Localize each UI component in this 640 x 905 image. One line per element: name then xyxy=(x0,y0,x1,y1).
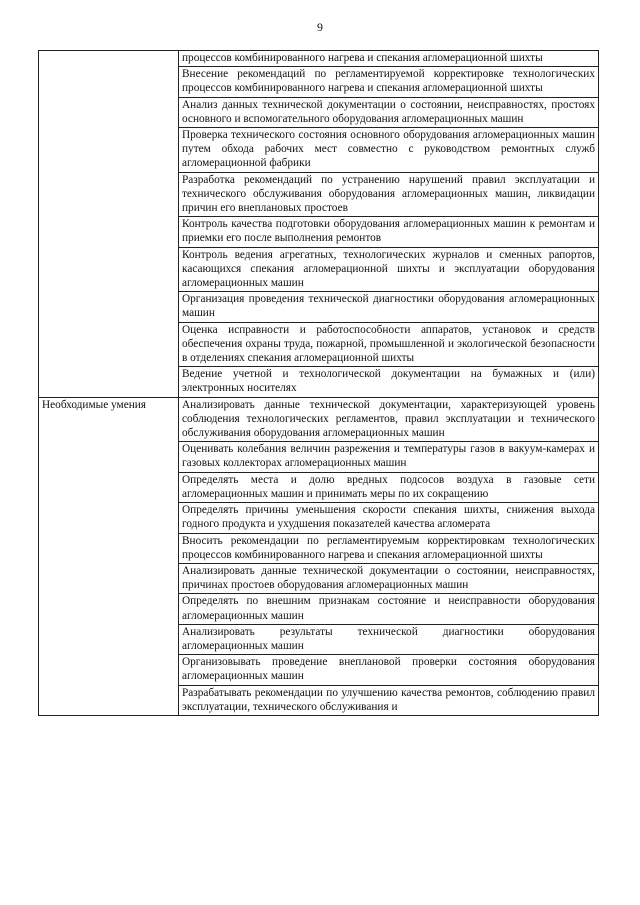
skill-cell: Анализировать данные технической документации о состоянии, неисправностях, причинах простоев оборудования агломерационных машин xyxy=(179,563,599,593)
action-cell: Проверка технического состояния основного оборудования агломерационных машин путем обхода рабочих мест совместно с руководством ремонтных служб агломерационной фабрики xyxy=(179,128,599,173)
skill-cell: Определять причины уменьшения скорости спекания шихты, снижения выхода годного продукта и ухудшения показателей качества агломерата xyxy=(179,503,599,533)
competency-table xyxy=(38,50,599,716)
action-cell: Контроль качества подготовки оборудования агломерационных машин к ремонтам и приемки его после выполнения ремонтов xyxy=(179,217,599,247)
action-cell: Контроль ведения агрегатных, технологических журналов и сменных рапортов, касающихся спекания агломерационной шихты и эксплуатации оборудования агломерационных машин xyxy=(179,247,599,292)
action-cell: Ведение учетной и технологической документации на бумажных и (или) электронных носителях xyxy=(179,367,599,397)
action-cell: Оценка исправности и работоспособности аппаратов, установок и средств обеспечения охраны труда, пожарной, промышленной и экологической безопасности в отделениях спекания агломерационной шихты xyxy=(179,322,599,367)
skill-cell: Определять места и долю вредных подсосов воздуха в газовые сети агломерационных машин и принимать меры по их сокращению xyxy=(179,472,599,502)
skill-cell: Организовывать проведение внеплановой проверки состояния оборудования агломерационных машин xyxy=(179,655,599,685)
skill-cell: Анализировать результаты технической диагностики оборудования агломерационных машин xyxy=(179,624,599,654)
page-number: 9 xyxy=(317,20,323,34)
label-cell-empty xyxy=(39,51,179,398)
action-cell: Разработка рекомендаций по устранению нарушений правил эксплуатации и технического обслуживания оборудования агломерационных машин, ликвидации причин его внеплановых простоев xyxy=(179,172,599,217)
action-cell: процессов комбинированного нагрева и спекания агломерационной шихты xyxy=(179,51,599,67)
skill-cell: Анализировать данные технической документации, характеризующей уровень соблюдения технологических регламентов, правил эксплуатации и технического обслуживания оборудования агломерационных машин xyxy=(179,397,599,442)
table-row xyxy=(39,397,599,442)
section-label: Необходимые умения xyxy=(39,397,179,715)
skill-cell: Вносить рекомендации по регламентируемым корректировкам технологических процессов комбинированного нагрева и спекания агломерационной шихты xyxy=(179,533,599,563)
skill-cell: Оценивать колебания величин разрежения и температуры газов в вакуум-камерах и газовых коллекторах агломерационных машин xyxy=(179,442,599,472)
action-cell: Внесение рекомендаций по регламентируемой корректировке технологических процессов комбинированного нагрева и спекания агломерационной шихты xyxy=(179,67,599,97)
skill-cell: Разрабатывать рекомендации по улучшению качества ремонтов, соблюдению правил эксплуатации, технического обслуживания и xyxy=(179,685,599,715)
table-row xyxy=(39,51,599,67)
action-cell: Организация проведения технической диагностики оборудования агломерационных машин xyxy=(179,292,599,322)
action-cell: Анализ данных технической документации о состоянии, неисправностях, простоях основного и вспомогательного оборудования агломерационных машин xyxy=(179,97,599,127)
skill-cell: Определять по внешним признакам состояние и неисправности оборудования агломерационных машин xyxy=(179,594,599,624)
